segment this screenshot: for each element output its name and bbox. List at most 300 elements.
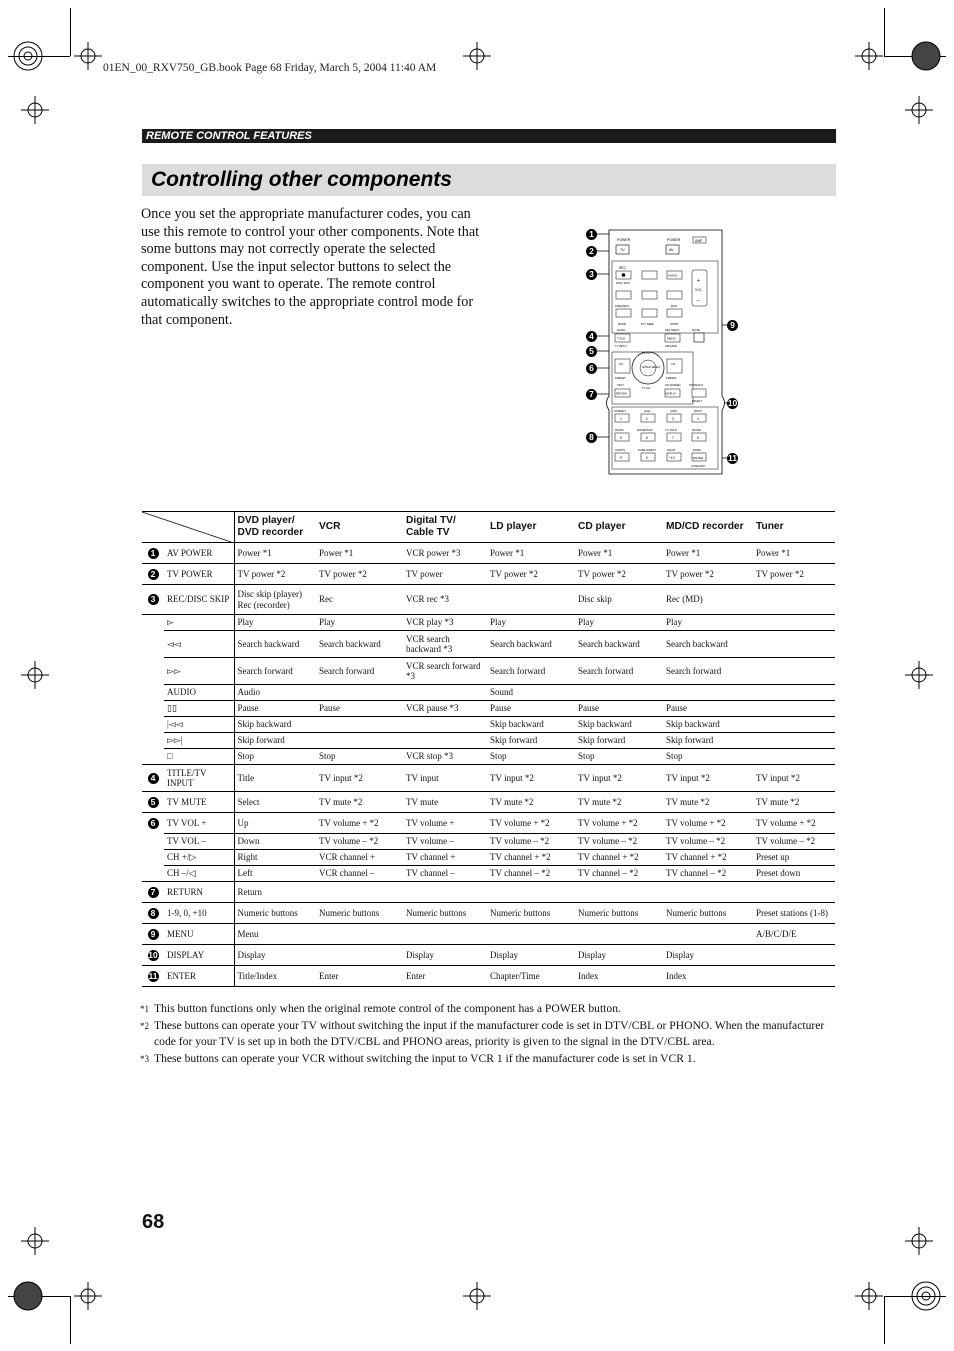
table-row [142,749,835,765]
remote-label-vol: VOL [695,288,702,292]
remote-label-tv-input: TV INPUT [615,345,627,348]
row-function-cell: Skip backward [234,717,316,733]
row-function-cell: Stop [487,749,575,765]
row-function-cell: TV volume – [403,834,487,850]
row-function-cell: VCR rec *3 [403,585,487,615]
row-function-cell: TV channel – *2 [575,866,663,882]
row-number-cell [142,866,164,882]
row-function-cell: Skip forward [487,733,575,749]
row-function-cell: Stop [663,749,753,765]
row-function-cell: VCR channel – [316,866,403,882]
table-row [142,903,835,924]
row-button-label: RETURN [164,882,234,903]
remote-label-preset-left: PRESET [615,377,626,380]
callout-2: 2 [586,246,597,257]
remote-label-enter-select: ENTER SELECT [642,366,661,369]
remote-label-level: LEVEL [617,328,626,332]
row-function-cell: TV channel + *2 [575,850,663,866]
footnote-text: This button functions only when the original remote control of the component has a POWER button. [154,1002,621,1015]
row-function-cell: Play [487,615,575,631]
row-button-label: MENU [164,924,234,945]
row-number-badge: 11 [148,970,158,981]
remote-label-stereo: STEREO [614,409,626,413]
row-function-cell: Skip forward [575,733,663,749]
remote-label-entertain: ENTERTAIN [637,428,653,432]
row-function-cell: TV channel + [403,850,487,866]
row-function-cell: TV power *2 [575,564,663,585]
remote-label-n4: 4 [697,417,699,421]
remote-label-audio: AUDIO [668,273,678,278]
table-row [142,850,835,866]
footnote-mark: *3 [140,1053,149,1064]
row-function-cell: Power *1 [575,543,663,564]
row-button-label: TV POWER [164,564,234,585]
remote-label-mode: MODE [618,323,627,326]
row-function-cell: TV volume – *2 [575,834,663,850]
row-function-cell [753,749,835,765]
row-function-cell: Stop [234,749,316,765]
remote-label-display: DISPLAY [665,392,677,396]
footnote-text: These buttons can operate your VCR without switching the input to VCR 1 if the manufacturer code is set in VCR 1. [154,1051,696,1065]
remote-label-start: START [670,323,679,326]
header-md-cd: MD/CD recorder [663,512,753,543]
row-function-cell: Up [234,813,316,834]
row-number-cell [142,924,164,945]
row-number-cell [142,792,164,813]
table-corner [142,512,234,543]
table-row [142,792,835,813]
remote-label-tv-vol-bottom: TV VOL [642,387,651,390]
row-function-cell: TV volume + *2 [753,813,835,834]
remote-label-n2: 2 [646,417,648,421]
row-function-cell [316,685,403,701]
row-function-cell: VCR search backward *3 [403,631,487,658]
row-function-cell: Return [234,882,316,903]
row-number-cell [142,966,164,987]
callout-5: 5 [586,346,597,357]
row-function-cell: Display [234,945,316,966]
row-button-label: □ [164,749,234,765]
row-function-cell [403,685,487,701]
remote-label-ex-es: EX/ES [693,449,701,452]
row-number-cell [142,631,164,658]
row-number-badge: 6 [148,818,159,829]
row-function-cell: Play [575,615,663,631]
row-function-cell: TV volume + [403,813,487,834]
row-function-cell: TV power *2 [487,564,575,585]
callout-8: 8 [586,432,597,443]
row-function-cell [753,615,835,631]
row-function-cell [753,966,835,987]
row-function-cell: TV volume + *2 [487,813,575,834]
remote-label-edit: EDIT [671,305,678,308]
remote-label-n5: 5 [620,436,622,440]
row-button-label: CH –/◁ [164,866,234,882]
remote-label-tv-vol-top: TV VOL [642,352,651,355]
row-function-cell: Skip forward [663,733,753,749]
table-row [142,882,835,903]
row-button-label: ◅◅ [164,631,234,658]
row-function-cell: VCR play *3 [403,615,487,631]
row-function-cell: Index [575,966,663,987]
row-function-cell: TV input *2 [663,765,753,792]
remote-label-pure-direct: PURE DIRECT [638,449,657,452]
remote-label-freq-rds: FREQ/RDS [615,305,629,308]
header-dvd: DVD player/ DVD recorder [234,512,316,543]
row-number-cell [142,685,164,701]
row-function-cell: Numeric buttons [575,903,663,924]
row-function-cell: Pause [316,701,403,717]
remote-label-n8: 8 [697,436,699,440]
row-function-cell: Stop [575,749,663,765]
file-slug: 01EN_00_RXV750_GB.book Page 68 Friday, March 5, 2004 11:40 AM [103,62,437,74]
row-function-cell: Power *1 [234,543,316,564]
row-function-cell: VCR pause *3 [403,701,487,717]
remote-label-mute: MUTE [692,328,700,332]
row-function-cell: Rec [316,585,403,615]
row-function-cell: TV channel – *2 [487,866,575,882]
row-function-cell [316,733,403,749]
row-function-cell: TV volume + *2 [663,813,753,834]
row-function-cell: Search forward [316,658,403,685]
header-digital-tv: Digital TV/ Cable TV [403,512,487,543]
row-function-cell: Preset up [753,850,835,866]
row-function-cell: TV volume – *2 [487,834,575,850]
table-row [142,701,835,717]
row-function-cell: TV mute *2 [316,792,403,813]
row-function-cell: Numeric buttons [487,903,575,924]
row-function-cell: Down [234,834,316,850]
row-function-cell: Search forward [234,658,316,685]
remote-label-menu: MENU [667,336,676,341]
row-function-cell [753,882,835,903]
row-function-cell [753,701,835,717]
row-function-cell [487,585,575,615]
remote-label-n1: 1 [620,417,622,421]
remote-label-hall: HALL [644,409,651,413]
row-function-cell: Pause [234,701,316,717]
row-number-badge: 3 [148,594,159,605]
remote-label-night: NIGHT [667,449,676,452]
remote-label-text: TEXT [617,384,624,387]
row-function-cell: Chapter/Time [487,966,575,987]
table-row [142,658,835,685]
table-body [142,543,835,987]
header-tuner: Tuner [753,512,835,543]
footnote [140,1018,836,1050]
row-function-cell: Stop [316,749,403,765]
title-bar [142,164,836,196]
row-function-cell [575,882,663,903]
remote-label-pty-seek: PTY SEEK [641,323,655,326]
row-number-badge: 2 [148,569,159,580]
row-function-cell: TV mute [403,792,487,813]
header-vcr: VCR [316,512,403,543]
row-function-cell: TV volume – *2 [316,834,403,850]
remote-label-preset-right: PRESET [666,377,677,380]
row-function-cell [663,882,753,903]
table-row [142,585,835,615]
row-button-label: ▻▻| [164,733,234,749]
row-function-cell: Index [663,966,753,987]
row-function-cell: Audio [234,685,316,701]
row-function-cell: Numeric buttons [316,903,403,924]
row-button-label: REC/DISC SKIP [164,585,234,615]
row-function-cell: TV input [403,765,487,792]
row-button-label: TV VOL – [164,834,234,850]
row-function-cell: TV volume – *2 [753,834,835,850]
row-function-cell: TV channel – *2 [663,866,753,882]
table-row [142,966,835,987]
row-function-cell: TV input *2 [316,765,403,792]
row-function-cell: Numeric buttons [403,903,487,924]
row-number-cell [142,749,164,765]
callout-9: 9 [727,320,738,331]
remote-label-tv: TV [620,248,625,252]
row-function-cell: VCR search forward *3 [403,658,487,685]
remote-label-set-menu: SET MENU [665,328,680,332]
row-function-cell [753,658,835,685]
row-function-cell: Enter [316,966,403,987]
row-function-cell: TV input *2 [753,765,835,792]
row-function-cell: TV mute *2 [753,792,835,813]
row-number-cell [142,903,164,924]
footnote-mark: *1 [140,1004,149,1014]
row-function-cell: Pause [487,701,575,717]
row-function-cell [403,717,487,733]
table-row [142,615,835,631]
remote-control-illustration [603,228,728,478]
row-function-cell: VCR stop *3 [403,749,487,765]
row-function-cell: Preset stations (1-8) [753,903,835,924]
row-button-label: 1-9, 0, +10 [164,903,234,924]
row-function-cell [753,733,835,749]
row-function-cell: Right [234,850,316,866]
row-function-cell: TV input *2 [575,765,663,792]
remote-label-straight: STRAIGHT [689,383,704,387]
row-button-label: TV VOL + [164,813,234,834]
row-button-label: ▯▯ [164,701,234,717]
row-function-cell: TV power [403,564,487,585]
row-function-cell [753,685,835,701]
row-button-label: ENTER [164,966,234,987]
row-function-cell: TV volume + *2 [575,813,663,834]
row-function-cell: Search forward [575,658,663,685]
control-table [142,511,835,987]
row-function-cell: Power *1 [753,543,835,564]
remote-label-ch-right: CH [671,362,676,366]
row-function-cell: Title/Index [234,966,316,987]
row-function-cell [753,585,835,615]
row-button-label: TITLE/TV INPUT [164,765,234,792]
remote-label-av: AV [669,248,674,252]
row-button-label: DISPLAY [164,945,234,966]
row-function-cell: TV channel – [403,866,487,882]
remote-label-power1: POWER [617,238,631,242]
row-function-cell: Search forward [663,658,753,685]
row-function-cell: VCR power *3 [403,543,487,564]
row-number-cell [142,765,164,792]
row-number-cell [142,945,164,966]
row-button-label: ▻▻ [164,658,234,685]
table-row [142,945,835,966]
row-function-cell: Disc skip (player) Rec (recorder) [234,585,316,615]
row-function-cell [316,717,403,733]
row-number-badge: 1 [148,548,159,559]
row-number-badge: 9 [148,929,159,940]
remote-label-title: TITLE [617,336,626,341]
row-function-cell: TV power *2 [234,564,316,585]
row-function-cell: TV power *2 [316,564,403,585]
callout-4: 4 [586,331,597,342]
table-row [142,685,835,701]
table-row [142,631,835,658]
row-function-cell: Title [234,765,316,792]
remote-label-n3: 3 [672,417,674,421]
row-function-cell: TV volume + *2 [316,813,403,834]
callout-1: 1 [586,229,597,240]
row-function-cell: A/B/C/D/E [753,924,835,945]
remote-label-ch-left: CH [619,362,624,366]
remote-label-category: CATEGORY [691,465,706,468]
remote-label-plus: + [697,278,700,284]
remote-label-jazz: JAZZ [670,409,677,413]
row-function-cell [753,945,835,966]
row-function-cell [487,924,575,945]
row-button-label: AV POWER [164,543,234,564]
row-function-cell [663,685,753,701]
row-button-label: CH +/▷ [164,850,234,866]
table-row [142,834,835,850]
table-row [142,765,835,792]
row-number-badge: 4 [148,773,159,784]
remote-label-rock: ROCK [694,409,703,413]
row-function-cell: Pause [663,701,753,717]
page-number: 68 [142,1211,165,1233]
row-function-cell: Power *1 [316,543,403,564]
table-row [142,543,835,564]
remote-label-tv-thtr: TV THTR [665,428,677,432]
row-function-cell: Select [234,792,316,813]
remote-label-amp: AMP [695,239,703,243]
section-header [142,129,836,143]
remote-label-rec: REC [619,266,626,270]
row-function-cell: Search backward [487,631,575,658]
row-function-cell: VCR channel + [316,850,403,866]
row-function-cell: Search backward [663,631,753,658]
row-function-cell [575,685,663,701]
row-function-cell: TV mute *2 [487,792,575,813]
row-number-cell [142,564,164,585]
row-function-cell: TV mute *2 [575,792,663,813]
row-function-cell [575,924,663,945]
row-function-cell: Skip forward [234,733,316,749]
row-function-cell: Play [316,615,403,631]
row-button-label: ▻ [164,615,234,631]
callout-7: 7 [586,389,597,400]
row-number-badge: 8 [148,908,159,919]
row-function-cell: Power *1 [663,543,753,564]
row-function-cell [316,924,403,945]
footnote-text: These buttons can operate your TV without switching the input if the manufacturer code is set in DTV/CBL or PHONO. When the manufacturer code for your TV is set up in both the DTV/CBL and PHONO areas, priority is given to the signal in the DTV/CBL area. [154,1018,825,1048]
row-function-cell: Disc skip [575,585,663,615]
remote-label-abcde: A/B/C/D/E [665,345,677,348]
callout-6: 6 [586,363,597,374]
row-number-cell [142,701,164,717]
callout-11: 11 [728,453,737,463]
row-function-cell: Pause [575,701,663,717]
row-function-cell: TV channel + *2 [663,850,753,866]
remote-label-music: MUSIC [615,428,625,432]
remote-label-movie: MOVIE [692,428,702,432]
row-number-cell [142,543,164,564]
row-function-cell: Numeric buttons [663,903,753,924]
row-button-label: |◅◅ [164,717,234,733]
row-number-cell [142,585,164,615]
row-function-cell: Power *1 [487,543,575,564]
row-function-cell: Search backward [316,631,403,658]
row-function-cell: TV power *2 [663,564,753,585]
footnote-mark: *2 [140,1020,149,1031]
row-function-cell: Display [403,945,487,966]
row-number-cell [142,733,164,749]
row-function-cell [403,733,487,749]
row-number-cell [142,834,164,850]
remote-label-n10: +10 [669,456,675,460]
row-function-cell: TV volume – *2 [663,834,753,850]
corner-diagonal [142,512,234,543]
table-row [142,564,835,585]
row-function-cell: Play [234,615,316,631]
header-cd-player: CD player [575,512,663,543]
remote-label-minus: – [697,298,700,304]
footnotes [140,1001,836,1067]
row-number-cell [142,850,164,866]
row-number-cell [142,717,164,733]
row-function-cell: Numeric buttons [234,903,316,924]
row-function-cell: TV input *2 [487,765,575,792]
row-number-badge: 10 [148,949,158,960]
remote-label-enter: ENTER [693,456,704,460]
row-function-cell [403,924,487,945]
remote-label-n9: 9 [620,456,622,460]
callout-10: 10 [727,398,738,408]
table-row [142,924,835,945]
remote-label-n0: 0 [646,456,648,460]
intro-paragraph: Once you set the appropriate manufacturer codes, you can use this remote to control your other components. Note that some buttons may not correctly operate the selected component. Use the input selector buttons to select the component you want to operate. The remote control automatically switches to the appropriate control mode for that component. [141,206,480,328]
row-function-cell: TV power *2 [753,564,835,585]
remote-label-cd-dts: CD/DTS [615,449,626,452]
page-title: Controlling other components [151,168,452,191]
table-row [142,866,835,882]
row-function-cell: Enter [403,966,487,987]
footnote [140,1051,836,1067]
row-function-cell: Search forward [487,658,575,685]
row-function-cell [487,882,575,903]
remote-label-effect: EFFECT [692,400,703,403]
header-ld-player: LD player [487,512,575,543]
remote-label-on-screen: ON SCREEN [665,384,681,387]
row-function-cell: Play [663,615,753,631]
row-number-cell [142,658,164,685]
table-row [142,717,835,733]
row-function-cell: Skip backward [575,717,663,733]
row-function-cell: Display [663,945,753,966]
remote-label-n7: 7 [672,436,674,440]
row-number-cell [142,882,164,903]
row-function-cell: TV mute *2 [663,792,753,813]
section-label: REMOTE CONTROL FEATURES [146,130,312,142]
